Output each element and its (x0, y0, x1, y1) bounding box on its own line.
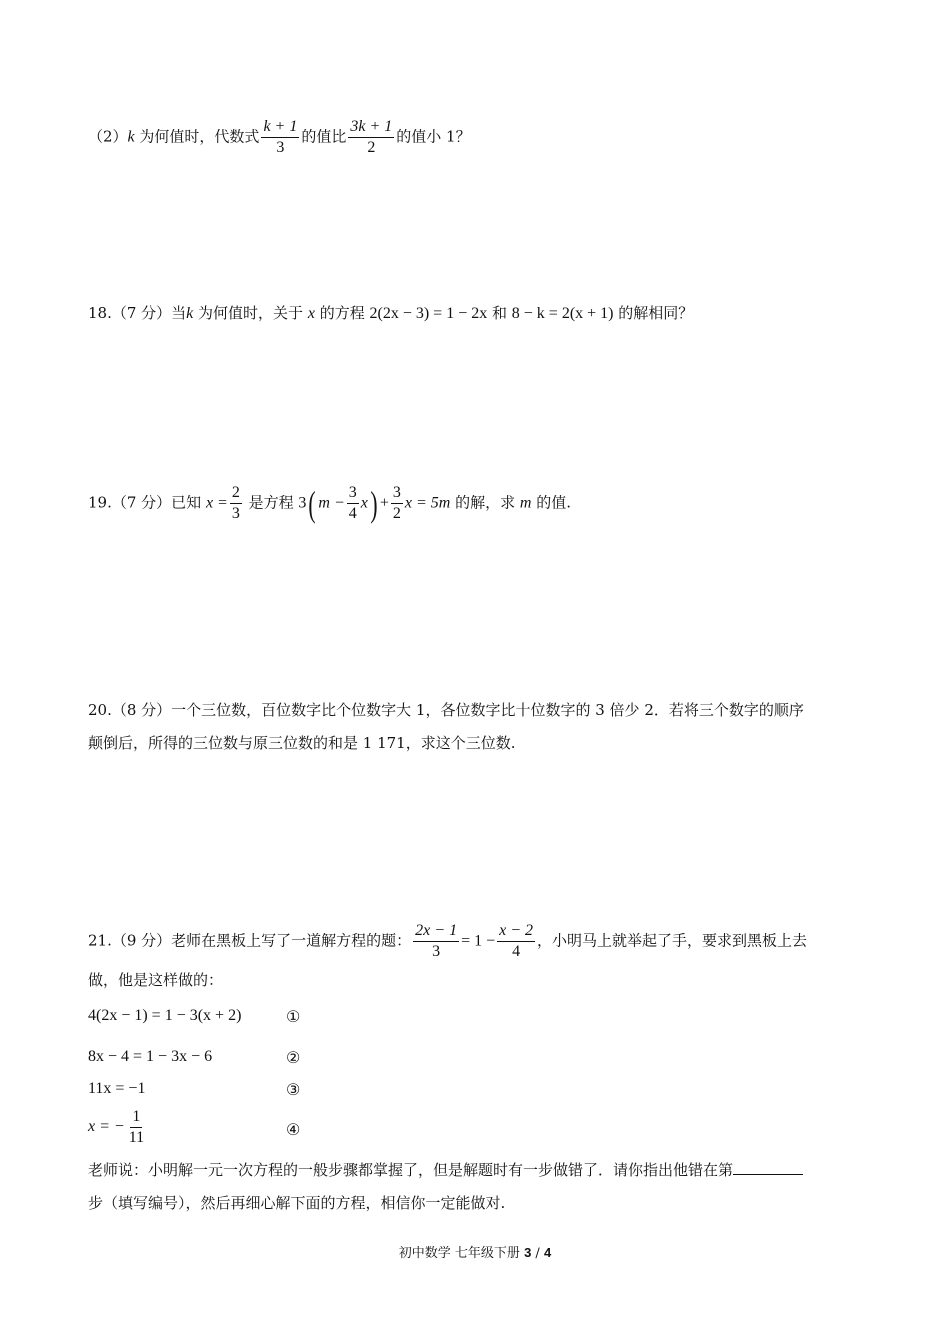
fraction-3-over-4 (347, 484, 359, 523)
q18-text-4: 的解相同？ (613, 304, 694, 322)
fraction-2-over-3 (230, 484, 242, 523)
step-4-equation (88, 1108, 148, 1147)
equation-tail: x = 5m (404, 494, 451, 512)
fraction-denominator: 3 (432, 943, 441, 960)
step-3-equation: 11x = −1 (88, 1080, 146, 1097)
fraction-numerator: x − 2 (497, 922, 535, 942)
fraction-denominator: 3 (231, 505, 240, 522)
q18-text-1: 为何值时，关于 (193, 304, 308, 322)
fraction-3-over-2 (391, 484, 403, 523)
inner-x: x (360, 494, 368, 512)
fraction-denominator: 11 (128, 1129, 145, 1146)
fraction-2x-minus-1-over-3 (413, 922, 459, 961)
q18-text-3: 和 (487, 304, 512, 322)
var-k: k (186, 305, 194, 322)
question-17-part-2 (88, 118, 471, 157)
var-m: m (519, 494, 532, 512)
q17-prefix: （2） (88, 127, 128, 146)
coefficient-3: 3 (298, 494, 307, 512)
inner-m-minus: m − (318, 494, 345, 512)
page-separator: / (531, 1246, 544, 1261)
fraction-numerator: 3 (347, 484, 359, 504)
q21-text-1: ，小明马上就举起了手，要求到黑板上去 (537, 931, 808, 950)
q19-text-1: 是方程 (243, 493, 299, 512)
equals-one-minus: = 1 − (461, 932, 496, 950)
page-total: 4 (543, 1245, 552, 1260)
fraction-k-plus-1-over-3 (261, 118, 299, 157)
fraction-denominator: 4 (512, 943, 521, 960)
question-20-line-1: 20.（8 分）一个三位数，百位数字比个位数字大 1，各位数字比十位数字的 3 倍少 2．若将三个数字的顺序 (88, 701, 804, 719)
fraction-numerator: 2x − 1 (413, 922, 459, 942)
fraction-numerator: k + 1 (261, 118, 299, 138)
right-paren: ) (370, 483, 378, 524)
plus-sign: + (379, 494, 389, 512)
page-number: 3 (524, 1245, 532, 1260)
q19-text-3: 的值. (531, 493, 571, 512)
fraction-x-minus-2-over-4 (497, 922, 535, 961)
q18-text-2: 的方程 (314, 304, 370, 322)
fraction-3k-plus-1-over-2 (348, 118, 394, 157)
fraction-denominator: 3 (276, 139, 285, 156)
question-21 (88, 922, 807, 961)
var-k: k (127, 128, 135, 146)
step-1-mark: ① (286, 1007, 301, 1026)
fraction-numerator: 2 (230, 484, 242, 504)
question-20-line-2: 颠倒后，所得的三位数与原三位数的和是 1 171，求这个三位数. (88, 734, 516, 752)
page-footer (0, 1242, 950, 1261)
q17-text-2: 的值比 (301, 127, 347, 146)
step-4-mark: ④ (286, 1120, 301, 1139)
q19-text-2: 的解，求 (450, 493, 520, 512)
question-21-line-2: 做，他是这样做的： (88, 971, 224, 989)
footer-text: 初中数学 七年级下册 (398, 1246, 525, 1261)
q21-prefix: 21.（9 分）老师在黑板上写了一道解方程的题： (88, 931, 412, 950)
q19-prefix: 19.（7 分）已知 (88, 493, 206, 512)
question-19 (88, 484, 571, 523)
teacher-comment-line-1 (88, 1160, 803, 1180)
var-x: x (307, 305, 315, 322)
fraction-numerator: 3k + 1 (348, 118, 394, 138)
fraction-denominator: 2 (367, 139, 376, 156)
fraction-1-over-11 (127, 1108, 146, 1147)
fraction-numerator: 1 (130, 1108, 142, 1128)
step-1-equation: 4(2x − 1) = 1 − 3(x + 2) (88, 1007, 242, 1024)
equation-2: 8 − k = 2(x + 1) (511, 305, 614, 322)
equation-1: 2(2x − 3) = 1 − 2x (369, 305, 488, 322)
step-2-equation: 8x − 4 = 1 − 3x − 6 (88, 1048, 213, 1065)
answer-blank[interactable] (733, 1160, 803, 1175)
fraction-numerator: 3 (391, 484, 403, 504)
left-paren: ( (308, 483, 316, 524)
question-18 (88, 303, 693, 324)
q18-prefix: 18.（7 分）当 (88, 304, 187, 322)
q17-text-3: 的值小 1？ (396, 127, 471, 146)
step-3-mark: ③ (286, 1080, 301, 1099)
fraction-denominator: 2 (392, 505, 401, 522)
x-equals-minus: x = − (88, 1118, 125, 1136)
teacher-comment-line-2: 步（填写编号），然后再细心解下面的方程，相信你一定能做对. (88, 1194, 506, 1212)
teacher-text-1: 老师说：小明解一元一次方程的一般步骤都掌握了，但是解题时有一步做错了．请你指出他错在第 (88, 1161, 734, 1179)
q17-text-1: 为何值时，代数式 (134, 127, 260, 146)
x-equals: x = (205, 494, 228, 512)
step-2-mark: ② (286, 1048, 301, 1067)
fraction-denominator: 4 (348, 505, 357, 522)
